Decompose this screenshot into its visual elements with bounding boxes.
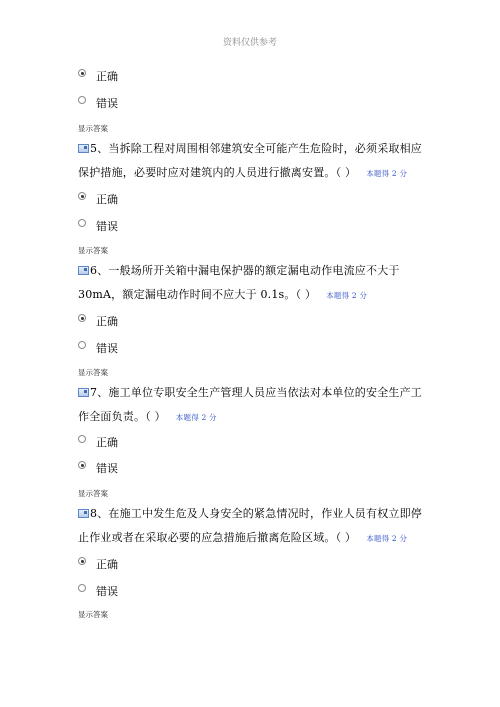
option-label: 正确: [96, 436, 118, 449]
option-label: 正确: [96, 315, 118, 328]
q5-show-answer[interactable]: 显示答案: [78, 246, 108, 255]
q6-radio-wrong[interactable]: [78, 341, 86, 349]
q8-option-correct[interactable]: [78, 556, 118, 572]
score-label: 本题得 2 分: [366, 534, 408, 543]
q7-radio-correct[interactable]: [78, 435, 86, 443]
score-label: 本题得 2 分: [175, 413, 217, 422]
option-label: 错误: [96, 220, 118, 233]
q7-option-correct[interactable]: [78, 434, 118, 450]
q4-radio-correct[interactable]: [78, 69, 86, 77]
question-icon: [78, 388, 89, 397]
q7-show-answer[interactable]: 显示答案: [78, 489, 108, 498]
option-label: 错误: [96, 342, 118, 355]
question-5: [78, 137, 428, 186]
q7-option-wrong[interactable]: [78, 460, 118, 476]
q8-radio-correct[interactable]: [78, 557, 86, 565]
q4-radio-wrong[interactable]: [78, 96, 86, 104]
question-icon: [78, 266, 89, 275]
q4-option-wrong[interactable]: [78, 95, 118, 111]
q4-option-correct[interactable]: [78, 68, 118, 84]
score-label: 本题得 2 分: [366, 169, 408, 178]
option-label: 正确: [96, 558, 118, 571]
option-label: 正确: [96, 70, 118, 83]
question-text: 在施工中发生危及人身安全的紧急情况时，作业人员有权立即停止作业或者在采取必要的应急措施后撤离危险区域。（ ）: [78, 507, 423, 544]
q4-show-answer[interactable]: 显示答案: [78, 124, 108, 133]
question-number: 6、: [90, 264, 109, 277]
question-icon: [78, 509, 89, 518]
option-label: 错误: [96, 97, 118, 110]
q6-option-wrong[interactable]: [78, 340, 118, 356]
q8-show-answer[interactable]: 显示答案: [78, 610, 108, 619]
option-label: 错误: [96, 585, 118, 598]
q5-radio-wrong[interactable]: [78, 219, 86, 227]
q6-option-correct[interactable]: [78, 313, 118, 329]
q8-option-wrong[interactable]: [78, 583, 118, 599]
question-8: [78, 502, 428, 551]
question-number: 8、: [90, 507, 109, 520]
question-7: [78, 381, 428, 430]
page-header: 资料仅供参考: [222, 38, 277, 48]
question-number: 7、: [90, 386, 109, 399]
score-label: 本题得 2 分: [326, 291, 368, 300]
q7-radio-wrong[interactable]: [78, 461, 86, 469]
q5-radio-correct[interactable]: [78, 192, 86, 200]
question-text: 一般场所开关箱中漏电保护器的额定漏电动作电流应不大于 30mA，额定漏电动作时间不应大于 0.1s。（ ）: [78, 264, 400, 301]
question-number: 5、: [90, 142, 109, 155]
question-icon: [78, 144, 89, 153]
question-6: [78, 259, 428, 308]
option-label: 错误: [96, 462, 118, 475]
q6-show-answer[interactable]: 显示答案: [78, 368, 108, 377]
question-text: 施工单位专职安全生产管理人员应当依法对本单位的安全生产工作全面负责。（ ）: [78, 386, 423, 423]
q6-radio-correct[interactable]: [78, 314, 86, 322]
option-label: 正确: [96, 193, 118, 206]
q8-radio-wrong[interactable]: [78, 584, 86, 592]
q5-option-wrong[interactable]: [78, 218, 118, 234]
q5-option-correct[interactable]: [78, 191, 118, 207]
question-text: 当拆除工程对周围相邻建筑安全可能产生危险时，必须采取相应保护措施，必要时应对建筑内的人员进行撤离安置。（ ）: [78, 142, 423, 179]
